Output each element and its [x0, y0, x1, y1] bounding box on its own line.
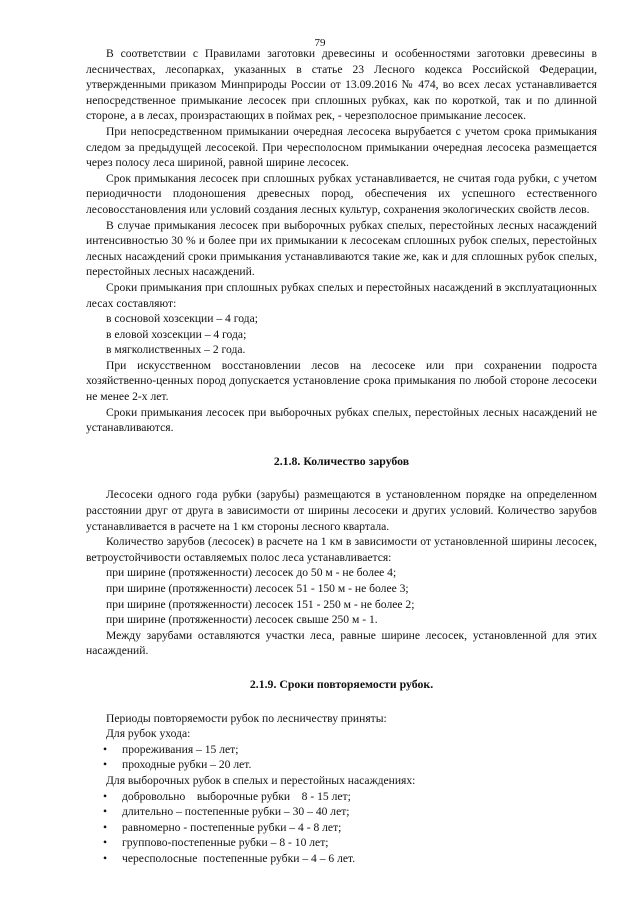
list-item: • группово-постепенные рубки – 8 - 10 лет; — [103, 836, 329, 850]
paragraph: Сроки примыкания при сплошных рубках спелых и перестойных насаждений в эксплуатационных лесах составляют: — [86, 280, 597, 310]
list-item: в сосновой хозсекции – 4 года; — [106, 312, 258, 326]
paragraph: Между зарубами оставляются участки леса, равные ширине лесосек, установленной для этих насаждений. — [86, 628, 597, 658]
section-heading: 2.1.9. Сроки повторяемости рубок. — [249, 676, 434, 691]
page-number: 79 — [314, 37, 326, 49]
paragraph: В случае примыкания лесосек при выборочных рубках спелых, перестойных лесных насаждений интенсивностью 30 % и более при их примыкании к лесосекам сплошных рубок спелых, перестойных лесных насаждений сроки примыкания устанавливаются такие же, как и для сплошных рубок спелых, перестойных лесных насаждений. — [86, 218, 597, 279]
section-heading: 2.1.8. Количество зарубов — [273, 453, 410, 468]
bullet-icon: • — [103, 851, 108, 865]
page-content — [86, 46, 597, 867]
list-item: • чересполосные постепенные рубки – 4 – 6 лет. — [103, 851, 356, 865]
list-item: в еловой хозсекции – 4 года; — [106, 327, 247, 341]
bullet-icon: • — [103, 820, 108, 834]
paragraph: При искусственном восстановлении лесов на лесосеке или при сохранении подроста хозяйственно-ценных пород допускается установление срока примыкания по любой стороне лесосеки не менее 2-х лет. — [86, 358, 597, 404]
paragraph: Для рубок ухода: — [106, 727, 191, 741]
paragraph: Для выборочных рубок в спелых и перестойных насаждениях: — [106, 773, 416, 787]
list-item: при ширине (протяженности) лесосек 51 - 150 м - не более 3; — [106, 582, 409, 595]
list-item: • добровольно выборочные рубки 8 - 15 лет; — [103, 789, 351, 803]
paragraph: Количество зарубов (лесосек) в расчете на 1 км в зависимости от установленной ширины лесосек, ветроустойчивости оставляемых полос леса устанавливается: — [86, 535, 597, 564]
list-item: • равномерно - постепенные рубки – 4 - 8 лет; — [103, 820, 342, 834]
list-item: при ширине (протяженности) лесосек свыше 250 м - 1. — [106, 613, 378, 627]
list-item: • проходные рубки – 20 лет. — [103, 758, 252, 772]
paragraph: При непосредственном примыкании очередная лесосека вырубается с учетом срока примыкания следом за предыдущей лесосекой. При чересполосном примыкании очередная лесосека размещается через полосу леса шириной, равной ширине лесосек. — [86, 124, 597, 170]
bullet-icon: • — [103, 758, 108, 772]
list-item: • длительно – постепенные рубки – 30 – 40 лет; — [103, 805, 350, 819]
paragraph: Сроки примыкания лесосек при выборочных рубках спелых, перестойных лесных насаждений не устанавливаются. — [86, 405, 597, 435]
paragraph: Срок примыкания лесосек при сплошных рубках устанавливается, не считая года рубки, с учетом периодичности плодоношения древесных пород, обеспечения их успешного естественного лесовосстановления или условий создания лесных культур, сохранения экологических свойств лесов. — [86, 171, 597, 216]
bullet-icon: • — [103, 836, 108, 850]
paragraph: Лесосеки одного года рубки (зарубы) размещаются в установленном порядке на определенном расстоянии друг от друга в зависимости от ширины лесосеки и других условий. Количество зарубов устанавливается в расчете на 1 км стороны лесного квартала. — [86, 488, 597, 533]
list-item: при ширине (протяженности) лесосек до 50 м - не более 4; — [106, 566, 397, 580]
bullet-icon: • — [103, 789, 108, 803]
bullet-icon: • — [103, 805, 108, 819]
bullet-icon: • — [103, 742, 108, 756]
bullet-list — [86, 789, 597, 867]
list-item: при ширине (протяженности) лесосек 151 - 250 м - не более 2; — [106, 597, 415, 611]
bullet-list — [86, 742, 597, 773]
list-item: • прореживания – 15 лет; — [103, 742, 239, 756]
paragraph: В соответствии с Правилами заготовки древесины и особенностями заготовки древесины в лесничествах, лесопарках, указанных в статье 23 Лесного кодекса Российской Федерации, утвержденными приказом Минприроды России от 13.09.2016 № 474, во всех лесах устанавливается непосредственное примыкание лесосек при сплошных рубках, как по короткой, так и по длинной стороне, а в лесах, произрастающих в поймах рек, - черезполосное примыкание лесосек. — [86, 47, 597, 123]
list-item: в мягколиственных – 2 года. — [106, 343, 246, 357]
paragraph: Периоды повторяемости рубок по лесничеству приняты: — [106, 711, 387, 725]
